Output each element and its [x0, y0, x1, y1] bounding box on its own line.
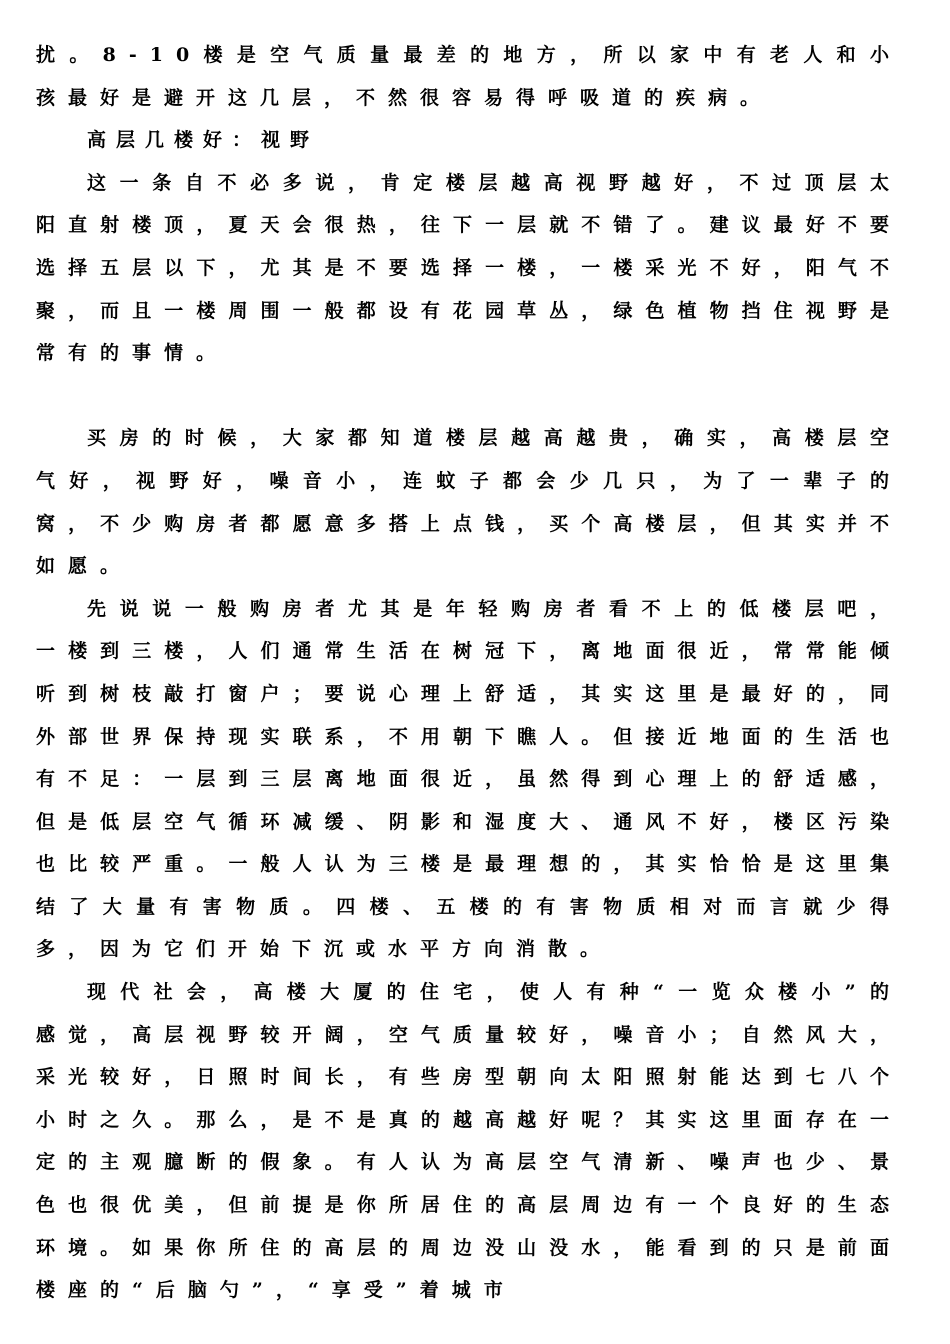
section-heading: 高层几楼好：视野 — [87, 129, 320, 152]
paragraph-2: 这一条自不必多说，肯定楼层越高视野越好，不过顶层太阳直射楼顶，夏天会很热，往下一层就不错了。建议最好不要选择五层以下，尤其是不要选择一楼，一楼采光不好，阳气不聚，而且一楼周围一般都设有花园草丛，绿色植物挡住视野是常有的事情。 — [36, 171, 902, 365]
paragraph-3: 买房的时候，大家都知道楼层越高越贵，确实，高楼层空气好，视野好，噪音小，连蚊子都会少几只，为了一辈子的窝，不少购房者都愿意多搭上点钱，买个高楼层，但其实并不如愿。 — [36, 427, 902, 578]
paragraph-5: 现代社会，高楼大厦的住宅，使人有种“一览众楼小”的感觉，高层视野较开阔，空气质量较好，噪音小；自然风大，采光较好，日照时间长，有些房型朝向太阳照射能达到七八个小时之久。那么，是不是真的越高越好呢？其实这里面存在一定的主观臆断的假象。有人认为高层空气清新、噪声也少、景色也很优美，但前提是你所居住的高层周边有一个良好的生态环境。如果你所住的高层的周边没山没水，能看到的只是前面楼座的“后脑勺”，“享受”着城市 — [36, 981, 902, 1302]
blank-line — [36, 375, 902, 418]
document-page — [36, 34, 902, 1312]
paragraph-4: 先说说一般购房者尤其是年轻购房者看不上的低楼层吧，一楼到三楼，人们通常生活在树冠下，离地面很近，常常能倾听到树枝敲打窗户；要说心理上舒适，其实这里是最好的，同外部世界保持现实联系，不用朝下瞧人。但接近地面的生活也有不足：一层到三层离地面很近，虽然得到心理上的舒适感，但是低层空气循环减缓、阴影和湿度大、通风不好，楼区污染也比较严重。一般人认为三楼是最理想的，其实恰恰是这里集结了大量有害物质。四楼、五楼的有害物质相对而言就少得多，因为它们开始下沉或水平方向消散。 — [36, 597, 902, 961]
paragraph-1: 扰。8-10楼是空气质量最差的地方，所以家中有老人和小孩最好是避开这几层，不然很容易得呼吸道的疾病。 — [36, 44, 902, 109]
